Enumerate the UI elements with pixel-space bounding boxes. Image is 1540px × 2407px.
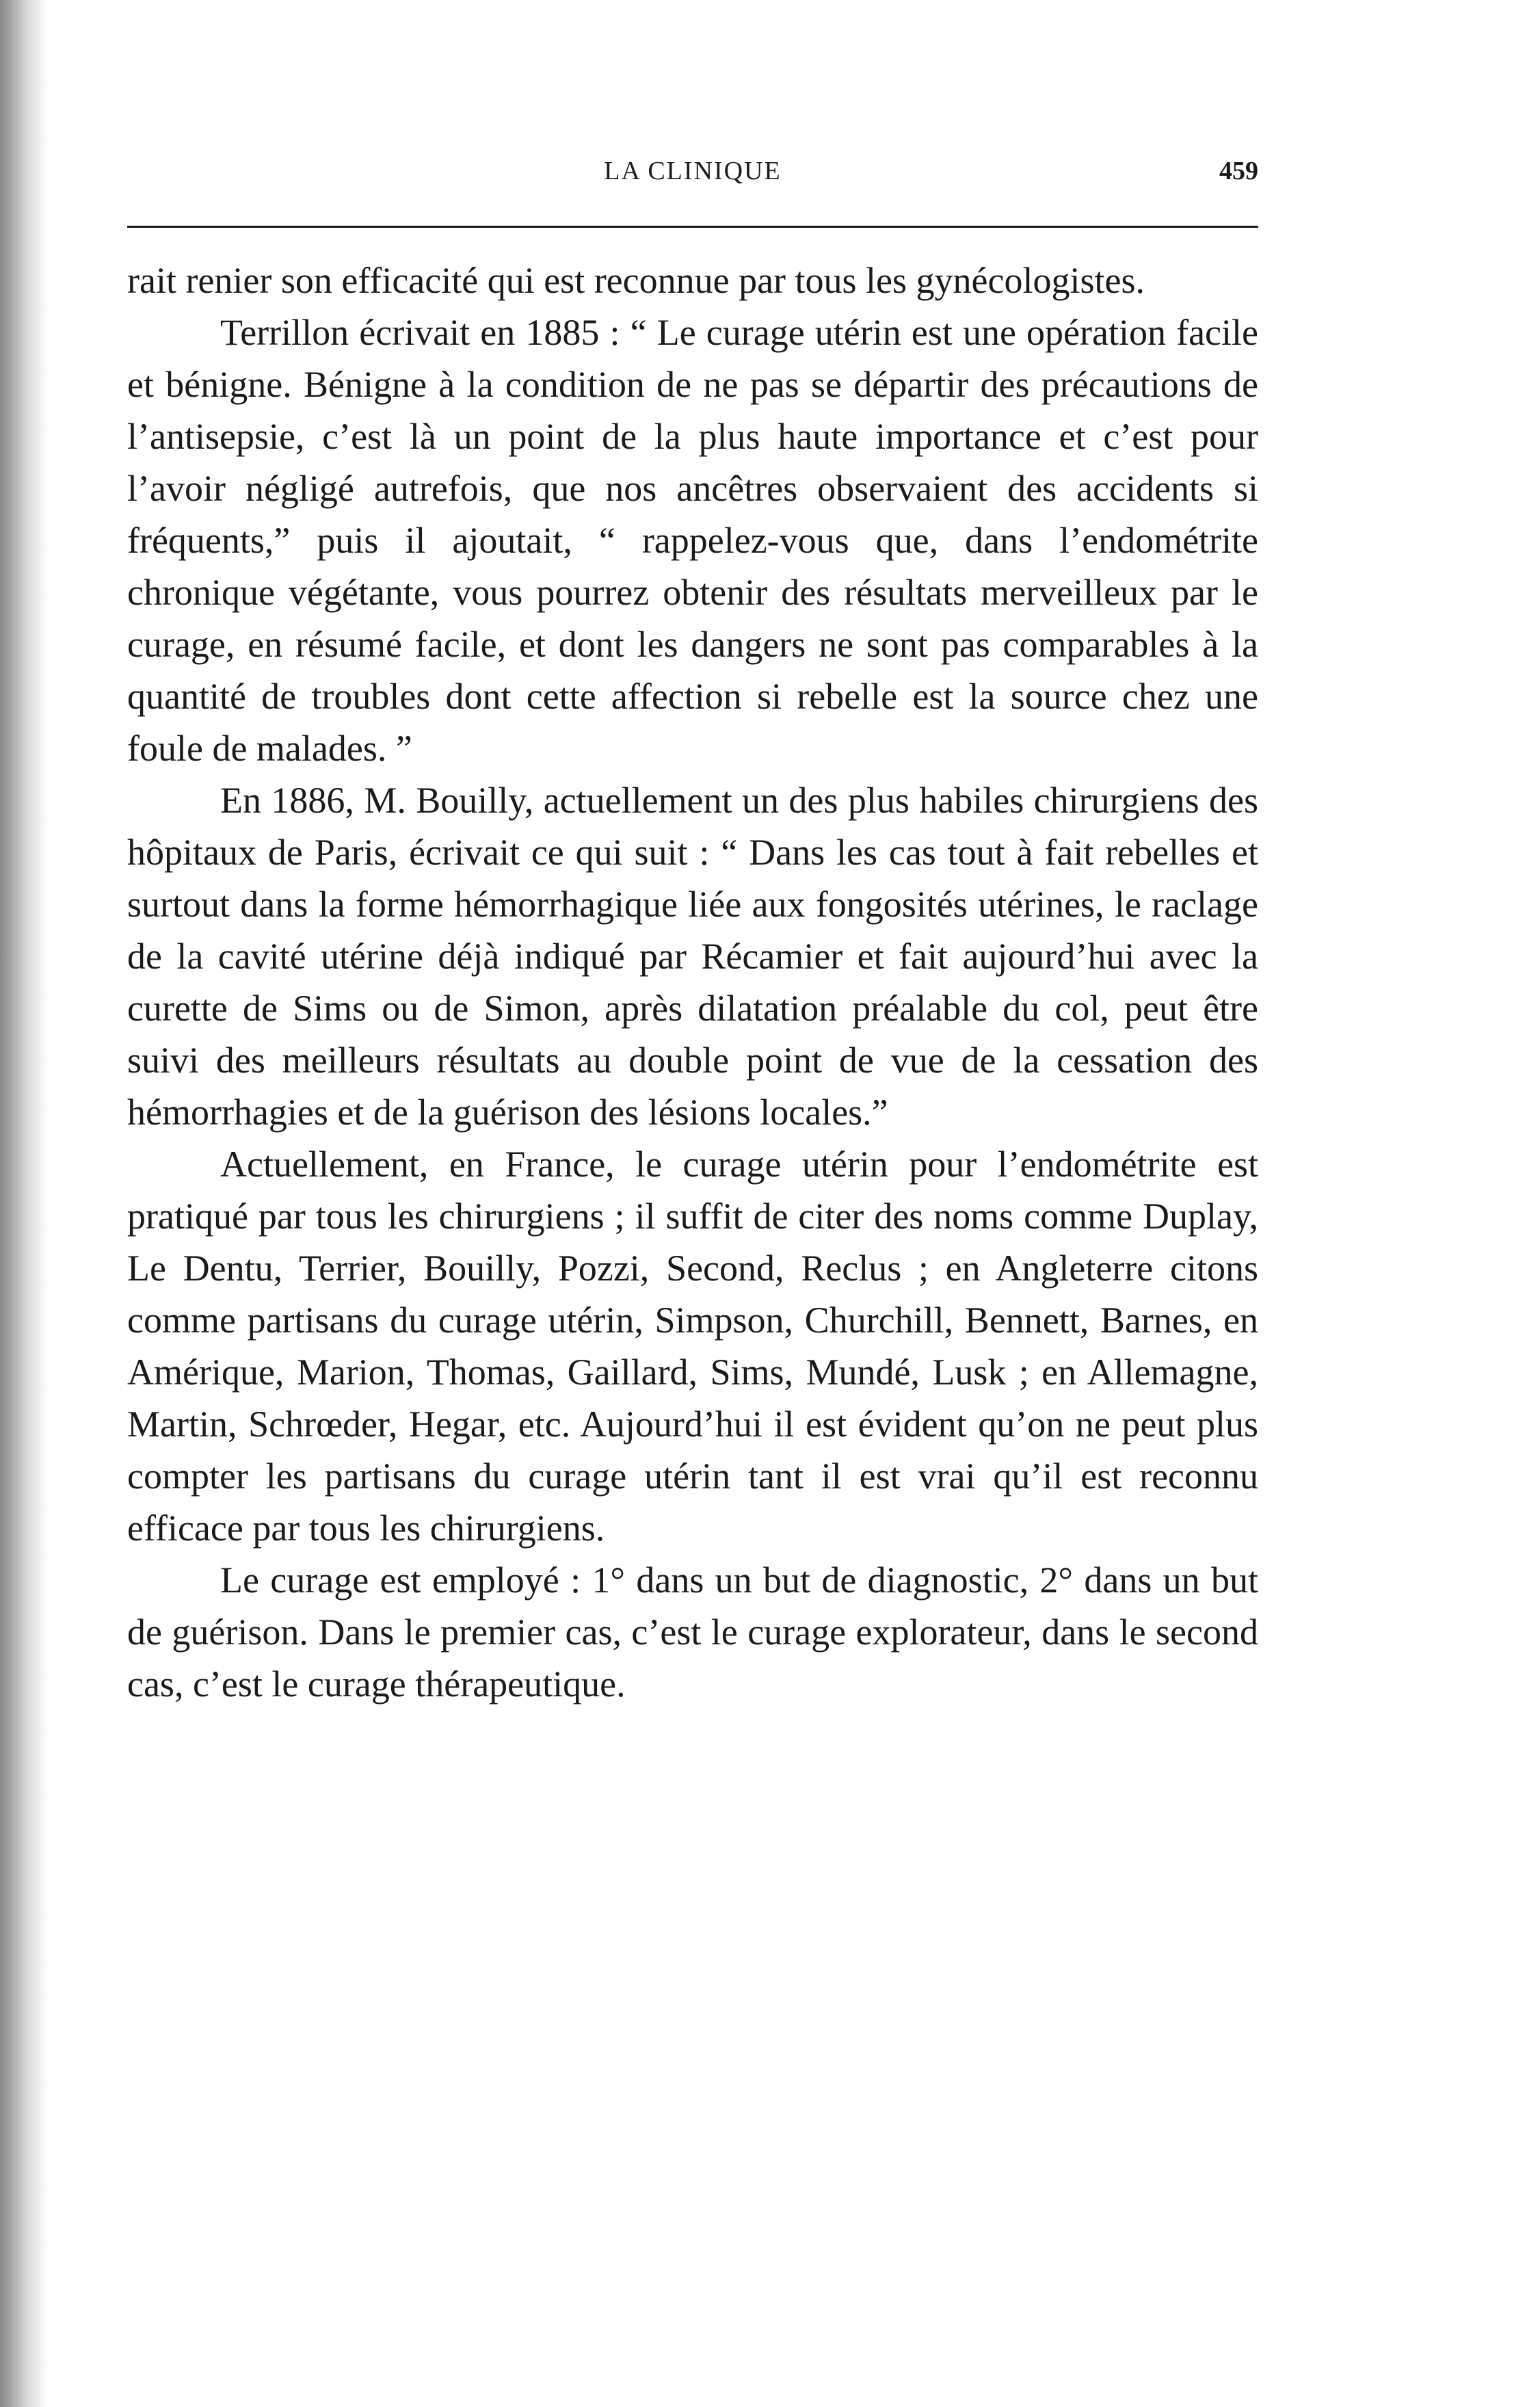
page-binding-edge (0, 0, 48, 2407)
running-header (127, 156, 1258, 197)
paragraph-terrillon: Terrillon écrivait en 1885 : “ Le curage utérin est une opération facile et bénigne. Bénigne à la condition de ne pas se départir des précautions de l’antisepsie, c’est là un point de la plus haute importance et c’est pour l’avoir négligé autrefois, que nos ancêtres observaient des accidents si fréquents,” puis il ajoutait, “ rappelez-vous que, dans l’endométrite chronique végétante, vous pourrez obtenir des résultats merveilleux par le curage, en résumé facile, et dont les dangers ne sont pas comparables à la quantité de troubles dont cette affection si rebelle est la source chez une foule de malades. ” (127, 312, 1258, 769)
running-title: LA CLINIQUE (604, 157, 782, 185)
paragraph-actuellement: Actuellement, en France, le curage utérin pour l’endométrite est pratiqué par tous les chirurgiens ; il suffit de citer des noms comme Duplay, Le Dentu, Terrier, Bouilly, Pozzi, Second, Reclus ; en Angleterre citons comme partisans du curage utérin, Simpson, Churchill, Bennett, Barnes, en Amérique, Marion, Thomas, Gaillard, Sims, Mundé, Lusk ; en Allemagne, Martin, Schrœder, Hegar, etc. Aujourd’hui il est évident qu’on ne peut plus compter les partisans du curage utérin tant il est vrai qu’il est reconnu efficace par tous les chirurgiens. (127, 1144, 1258, 1549)
body-text (127, 254, 1258, 1710)
paragraph-curage-employe: Le curage est employé : 1° dans un but de diagnostic, 2° dans un but de guérison. Dans le premier cas, c’est le curage explorateur, dans le second cas, c’est le curage thérapeutique. (127, 1560, 1258, 1705)
header-rule (127, 226, 1258, 228)
page-number: 459 (1219, 157, 1258, 185)
paragraph-continued: rait renier son efficacité qui est reconnue par tous les gynécologistes. (127, 260, 1145, 301)
paragraph-bouilly: En 1886, M. Bouilly, actuellement un des plus habiles chirurgiens des hôpitaux de Paris, écrivait ce qui suit : “ Dans les cas tout à fait rebelles et surtout dans la forme hémorrhagique liée aux fongosités utérines, le raclage de la cavité utérine déjà indiqué par Récamier et fait aujourd’hui avec la curette de Sims ou de Simon, après dilatation préalable du col, peut être suivi des meilleurs résultats au double point de vue de la cessation des hémorrhagies et de la guérison des lésions locales.” (127, 780, 1258, 1133)
